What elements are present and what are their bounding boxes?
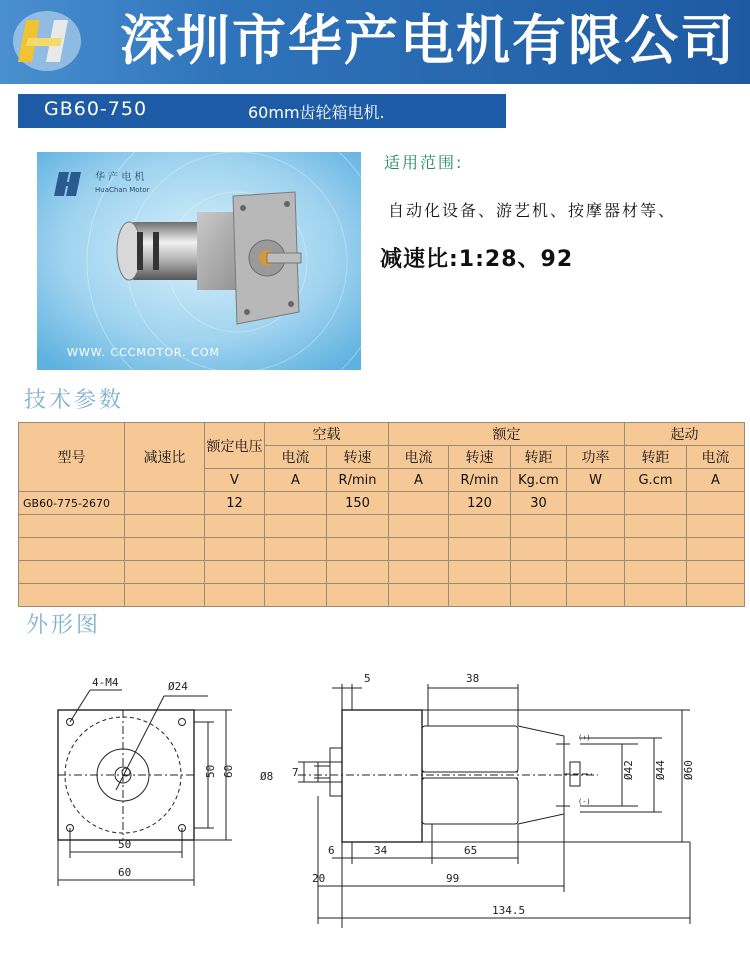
reduction-ratio: 减速比:1:28、92 (380, 247, 574, 272)
header-noload-speed: 转速 (327, 446, 389, 469)
header-noload: 空载 (265, 423, 389, 446)
model-bar (18, 94, 506, 128)
spec-table (18, 422, 745, 607)
cell-rated-torque: 30 (511, 492, 567, 515)
dim-5: 5 (364, 672, 371, 685)
dim-dia24: Ø24 (168, 680, 188, 693)
front-view (58, 690, 232, 886)
dim-front-60h: 60 (118, 866, 132, 879)
dim-65: 65 (464, 844, 478, 857)
dim-34: 34 (374, 844, 388, 857)
application-text: 自动化设备、游艺机、按摩器材等、 (388, 201, 677, 220)
header-rated-power: 功率 (567, 446, 625, 469)
header-rated-speed: 转速 (449, 446, 511, 469)
dim-99: 99 (446, 872, 460, 885)
photo-website: WWW. CCCMOTOR. COM (67, 346, 221, 359)
header-model: 型号 (19, 423, 125, 492)
product-photo (37, 152, 361, 370)
cell-model: GB60-775-2670 (19, 492, 125, 515)
cell-start-torque (625, 492, 687, 515)
table-row (19, 561, 745, 584)
outline-title: 外形图 (26, 613, 102, 638)
dim-holes: 4-M4 (92, 676, 119, 689)
outline-drawing (18, 660, 734, 960)
cell-rated-current (389, 492, 449, 515)
unit-gcm: G.cm (625, 469, 687, 492)
application-title: 适用范围: (384, 153, 464, 172)
photo-logo-cn: 华 产 电 机 (95, 172, 145, 183)
dim-front-50v: 50 (204, 764, 217, 778)
company-logo-icon (10, 8, 84, 74)
header-rated-torque: 转距 (511, 446, 567, 469)
header-start: 起动 (625, 423, 745, 446)
dim-dia8: Ø8 (260, 770, 274, 783)
terminal-minus: (-) (578, 798, 591, 806)
dim-7: 7 (292, 766, 299, 779)
dim-6: 6 (328, 844, 335, 857)
tech-params-title: 技术参数 (24, 388, 125, 413)
cell-noload-speed: 150 (327, 492, 389, 515)
dim-134-5: 134.5 (492, 904, 526, 917)
dim-dia44: Ø44 (654, 760, 667, 780)
header-rated-current: 电流 (389, 446, 449, 469)
dim-20: 20 (312, 872, 326, 885)
unit-a: A (265, 469, 327, 492)
dim-dia60: Ø60 (682, 760, 695, 780)
photo-logo-en: HuaChan Motor (95, 186, 150, 194)
unit-torque: Kg.cm (511, 469, 567, 492)
cell-rated-speed: 120 (449, 492, 511, 515)
company-header (0, 0, 750, 84)
cell-rated-power (567, 492, 625, 515)
header-noload-current: 电流 (265, 446, 327, 469)
unit-w: W (567, 469, 625, 492)
header-ratio: 减速比 (125, 423, 205, 492)
unit-rpm: R/min (327, 469, 389, 492)
company-name: 深圳市华产电机有限公司 (120, 9, 736, 72)
side-view (298, 684, 690, 928)
header-voltage: 额定电压 (205, 423, 265, 469)
table-row (19, 584, 745, 607)
dim-front-50h: 50 (118, 838, 132, 851)
cell-voltage: 12 (205, 492, 265, 515)
table-row (19, 538, 745, 561)
dim-front-60v: 60 (222, 764, 235, 778)
model-number: GB60-750 (44, 98, 148, 120)
cell-noload-current (265, 492, 327, 515)
unit-rpm: R/min (449, 469, 511, 492)
cell-start-current (687, 492, 745, 515)
unit-v: V (205, 469, 265, 492)
unit-a: A (389, 469, 449, 492)
table-row (19, 515, 745, 538)
header-start-torque: 转距 (625, 446, 687, 469)
model-description: 60mm齿轮箱电机. (248, 103, 385, 122)
dim-38: 38 (466, 672, 480, 685)
dim-dia42: Ø42 (622, 760, 635, 780)
terminal-plus: (+) (578, 734, 591, 742)
cell-ratio (125, 492, 205, 515)
header-start-current: 电流 (687, 446, 745, 469)
unit-a: A (687, 469, 745, 492)
header-rated: 额定 (389, 423, 625, 446)
